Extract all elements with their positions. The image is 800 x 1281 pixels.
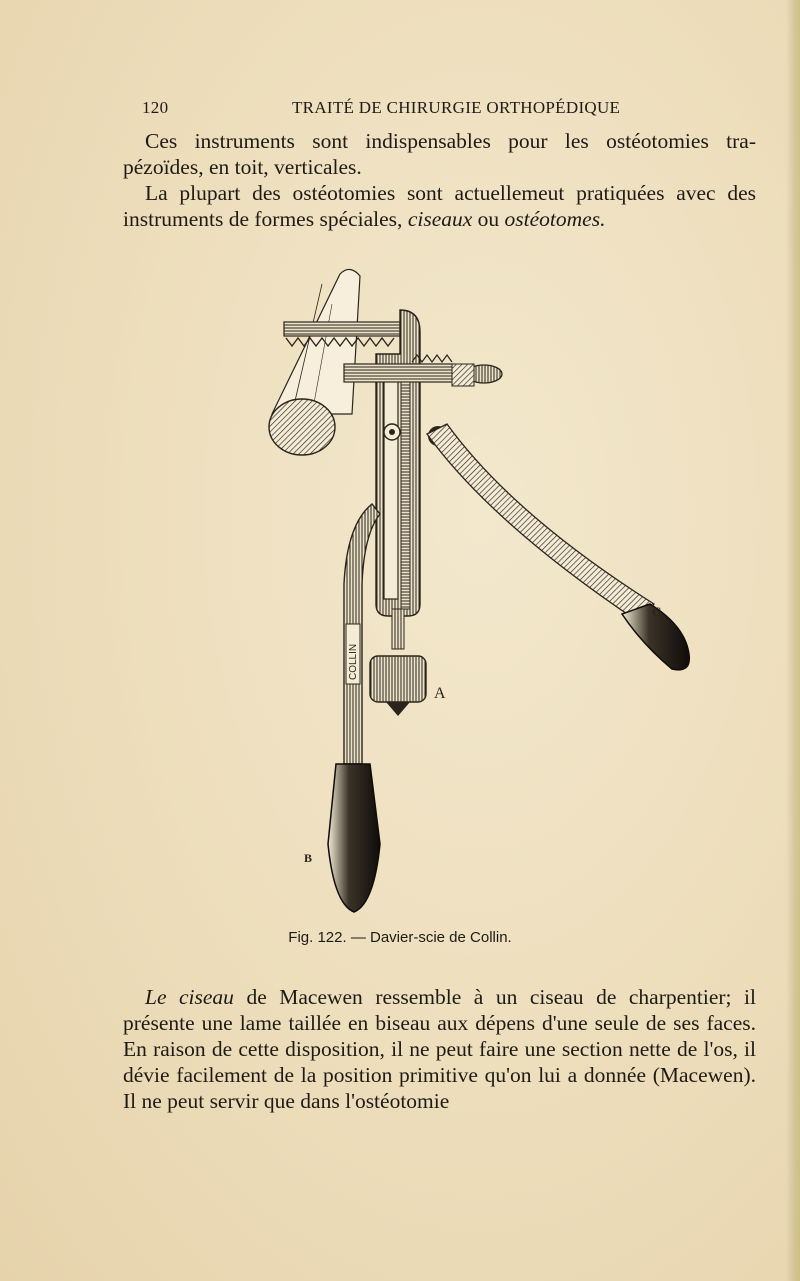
term-osteotomes: ostéotomes.	[504, 207, 606, 231]
label-c: C	[652, 604, 662, 619]
saw-handle-c	[427, 424, 689, 670]
paragraph-1-text: Ces instruments sont indispensables pour les ostéotomies tra- pézoïdes, en toit, verticales.	[123, 129, 756, 179]
engraved-maker-name: COLLIN	[348, 643, 359, 680]
paragraph-2-text: La plupart des ostéotomies sont actuellemeut pratiquées avec des instruments de formes spéciales,	[123, 181, 756, 231]
running-title: TRAITÉ DE CHIRURGIE ORTHOPÉDIQUE	[292, 98, 621, 117]
bone-illustration	[269, 269, 360, 455]
running-header	[142, 98, 752, 120]
term-ciseaux: ciseaux	[407, 207, 473, 231]
paragraph-2-conjunction: ou	[472, 207, 505, 231]
term-le-ciseau: Le ciseau	[145, 985, 234, 1009]
figure-caption: Fig. 122. — Davier-scie de Collin.	[288, 929, 512, 946]
adjustment-screw-a	[370, 609, 426, 716]
main-frame	[376, 310, 420, 616]
paragraph-3	[123, 984, 756, 1114]
paragraph-1	[123, 128, 756, 180]
paragraph-2	[123, 180, 756, 232]
paragraph-3-text: de Macewen ressemble à un ciseau de charpentier; il présente une lame taillée en biseau aux dépens d'une seule de ses faces. En raison de cette disposition, il ne peut faire une section nette de l'os, il dévie facilement de la position primitive qu'on lui a donnée (Macewen). Il ne peut servir que dans l'ostéotomie	[123, 985, 756, 1113]
figure-davier-scie	[262, 264, 702, 924]
label-b: B	[304, 851, 313, 865]
label-a: A	[434, 685, 446, 702]
handle-b	[328, 504, 380, 912]
page-edge-shadow	[786, 0, 800, 1281]
page-number: 120	[142, 98, 169, 117]
